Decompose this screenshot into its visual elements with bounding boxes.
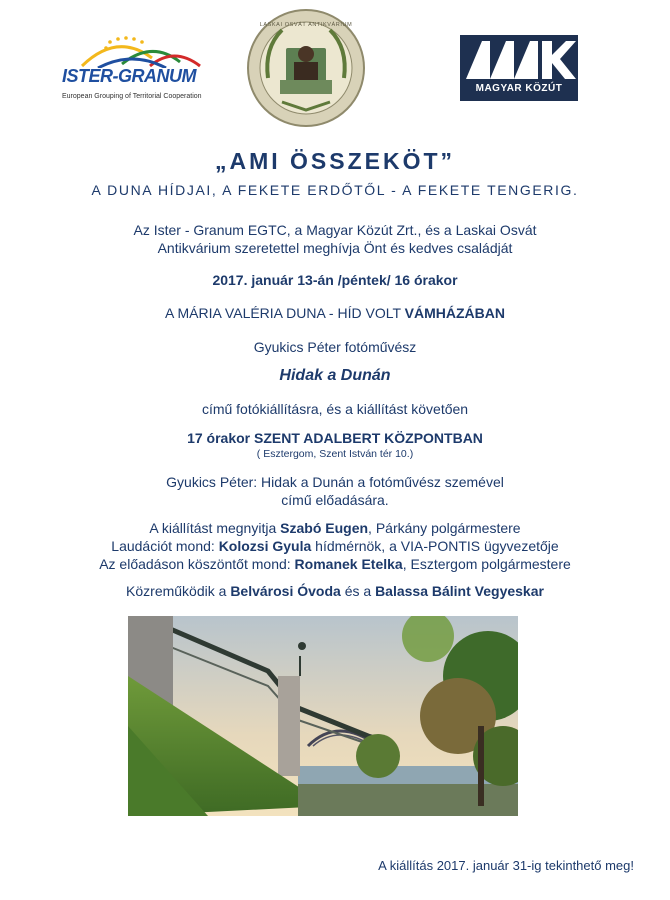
ister-granum-name: ISTER-GRANUM xyxy=(62,66,196,86)
laskai-osvat-seal xyxy=(246,8,366,128)
exhibition-line: című fotókiállításra, és a kiállítást követően xyxy=(201,401,469,417)
opening-name: Szabó Eugen xyxy=(280,520,369,536)
thanks-name: Romanek Etelka xyxy=(294,556,403,572)
logo-row xyxy=(0,0,670,140)
exhibition-title: Hidak a Dunán xyxy=(279,367,391,384)
performer-2: Balassa Bálint Vegyeskar xyxy=(375,583,544,599)
bridge-photo xyxy=(128,616,518,816)
event-date: 2017. január 13-án /péntek/ 16 órakor xyxy=(212,272,458,288)
opening-suffix: , Párkány polgármestere xyxy=(368,520,521,536)
laudation-name: Kolozsi Gyula xyxy=(218,538,312,554)
laudation-prefix: Laudációt mond: xyxy=(111,538,219,554)
thanks-suffix: , Esztergom polgármestere xyxy=(402,556,571,572)
performers-line xyxy=(0,582,670,600)
seal-text: LASKAI OSVÁT ANTIKVÁRIUM xyxy=(259,22,353,28)
lecture-text xyxy=(0,473,670,509)
maria-valeria-bridge-image xyxy=(128,616,518,816)
venue-line xyxy=(0,304,670,322)
invite-text xyxy=(0,221,670,257)
ister-granum-logo xyxy=(62,36,212,106)
magyar-kozut-logo xyxy=(460,35,578,101)
second-venue-address: ( Esztergom, Szent István tér 10.) xyxy=(256,448,414,460)
thanks-prefix: Az előadáson köszöntőt mond: xyxy=(99,556,295,572)
ister-granum-subtitle: European Grouping of Territorial Cooperation xyxy=(62,93,202,100)
performer-1: Belvárosi Óvoda xyxy=(230,583,341,599)
footer-note: A kiállítás 2017. január 31-ig tekinthető meg! xyxy=(378,858,634,873)
invitation-title: „AMI ÖSSZEKÖT” xyxy=(214,148,456,174)
laudation-suffix: hídmérnök, a VIA-PONTIS ügyvezetője xyxy=(311,538,559,554)
second-venue: 17 órakor SZENT ADALBERT KÖZPONTBAN xyxy=(187,430,483,446)
venue-prefix: A MÁRIA VALÉRIA DUNA - HÍD VOLT xyxy=(165,305,405,321)
invite-line-1: Az Ister - Granum EGTC, a Magyar Közút Zrt., és a Laskai Osvát xyxy=(133,222,537,238)
thanks-credit xyxy=(0,555,670,573)
invite-line-2: Antikvárium szeretettel meghívja Önt és kedves családját xyxy=(157,240,513,256)
venue-name: VÁMHÁZÁBAN xyxy=(404,305,505,321)
invitation-subtitle: A DUNA HÍDJAI, A FEKETE ERDŐTŐL - A FEKETE TENGERIG. xyxy=(91,182,579,198)
lecture-line-1: Gyukics Péter: Hidak a Dunán a fotóművész szemével xyxy=(166,474,504,490)
lecture-line-2: című előadására. xyxy=(281,492,389,508)
credits xyxy=(0,519,670,573)
opening-prefix: A kiállítást megnyitja xyxy=(149,520,281,536)
magyar-kozut-label: MAGYAR KÖZÚT xyxy=(475,83,563,94)
performers-middle: és a xyxy=(340,583,376,599)
performers-prefix: Közreműködik a xyxy=(126,583,231,599)
artist-line: Gyukics Péter fotóművész xyxy=(253,339,417,355)
ister-granum-arcs-icon xyxy=(62,36,212,68)
laudation-credit xyxy=(0,537,670,555)
opening-credit xyxy=(0,519,670,537)
